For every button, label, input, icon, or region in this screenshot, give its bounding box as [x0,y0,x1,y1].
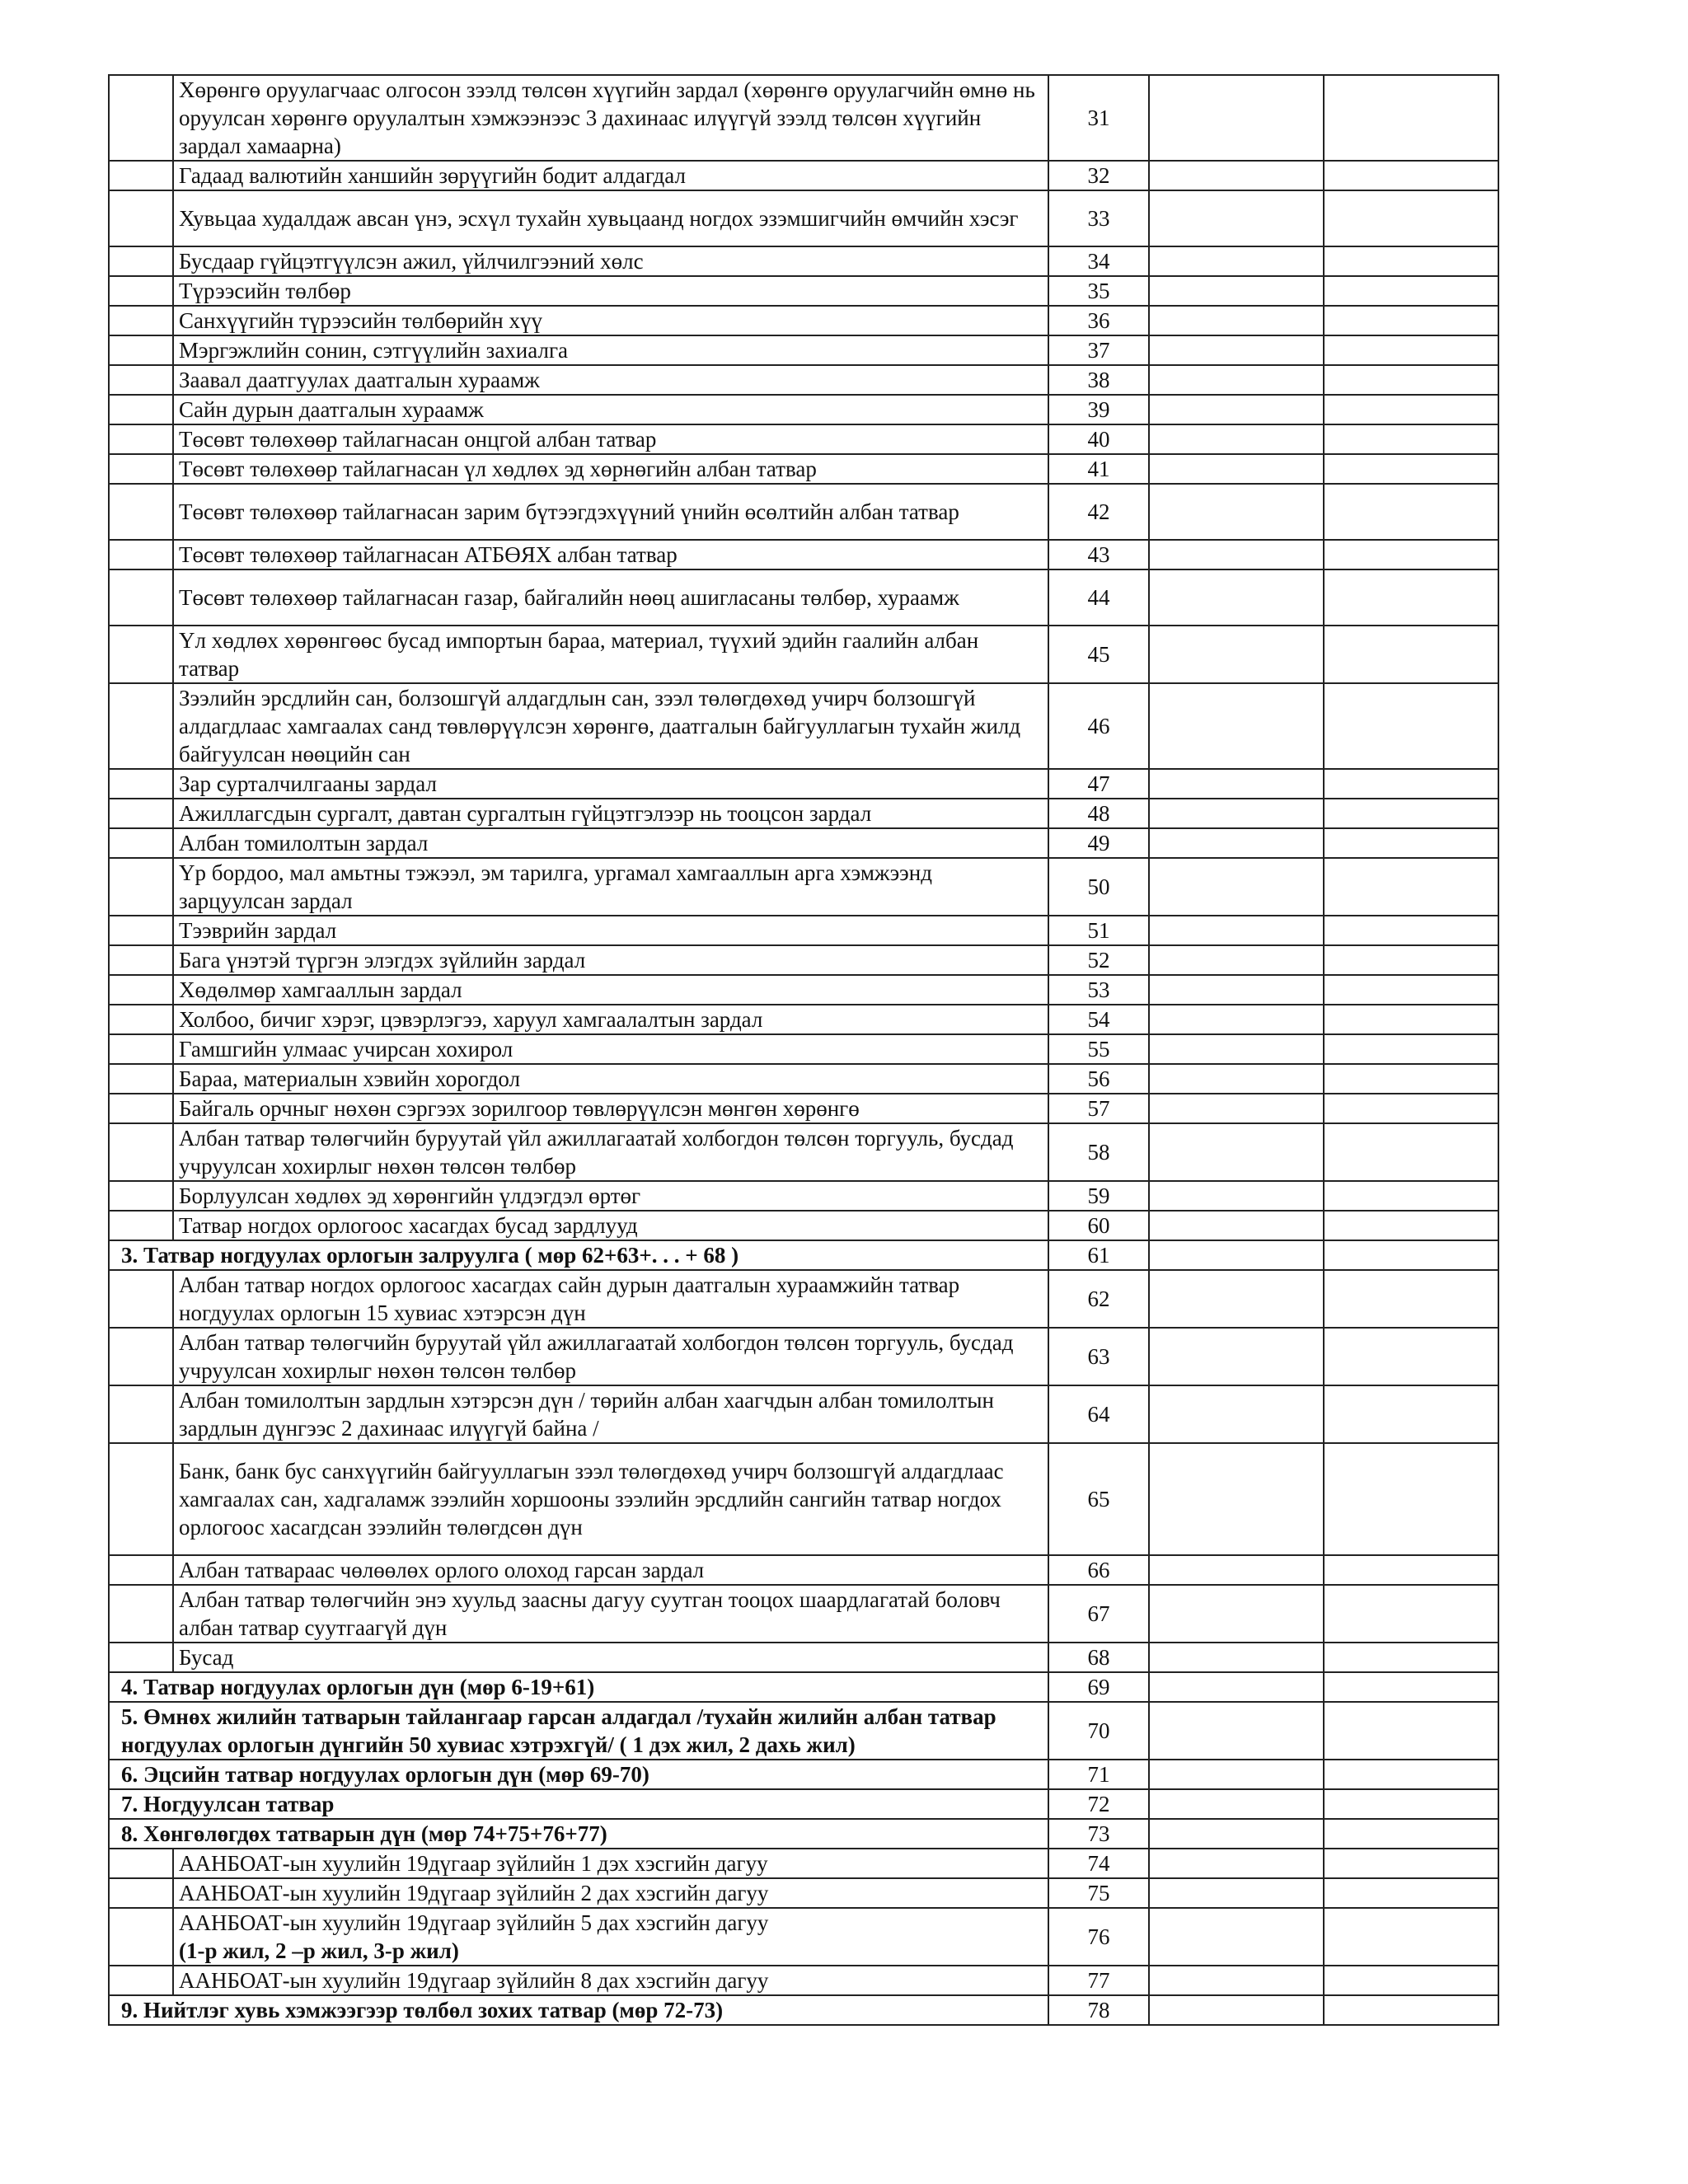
row-label-cell: Төсөвт төлөхөөр тайлагнасан үл хөдлөх эд хөрнөгийн албан татвар [173,454,1048,484]
value-cell [1149,945,1324,975]
value-cell [1324,945,1498,975]
value-cell [1149,1672,1324,1702]
value-cell [1149,1181,1324,1211]
value-cell [1149,1034,1324,1064]
value-cell [1149,276,1324,306]
row-number-cell: 68 [1048,1643,1149,1672]
table-row [109,1908,1498,1966]
row-label-cell: Заавал даатгуулах даатгалын хураамж [173,365,1048,395]
indent-cell [109,858,173,916]
indent-cell [109,365,173,395]
value-cell [1324,1385,1498,1443]
value-cell [1149,484,1324,540]
row-label-cell: Бага үнэтэй түргэн элэгдэх зүйлийн зардал [173,945,1048,975]
indent-cell [109,799,173,828]
indent-cell [109,1034,173,1064]
row-number-cell: 41 [1048,454,1149,484]
indent-cell [109,569,173,626]
indent-cell [109,75,173,161]
table-row [109,828,1498,858]
row-label-cell: Түрээсийн төлбөр [173,276,1048,306]
row-number-cell: 44 [1048,569,1149,626]
value-cell [1324,1328,1498,1385]
indent-cell [109,1849,173,1878]
row-number-cell: 42 [1048,484,1149,540]
row-label-cell: Ажиллагсдын сургалт, давтан сургалтын гүйцэтгэлээр нь тооцсон зардал [173,799,1048,828]
row-number-cell: 47 [1048,769,1149,799]
section-label-cell: 9. Нийтлэг хувь хэмжээгээр төлбөл зохих татвар (мөр 72-73) [109,1995,1048,2025]
value-cell [1149,424,1324,454]
row-number-cell: 56 [1048,1064,1149,1094]
value-cell [1149,1585,1324,1643]
row-number-cell: 32 [1048,161,1149,190]
value-cell [1324,569,1498,626]
row-label-cell: Бусдаар гүйцэтгүүлсэн ажил, үйлчилгээний хөлс [173,246,1048,276]
indent-cell [109,1878,173,1908]
value-cell [1149,799,1324,828]
row-label-cell: Холбоо, бичиг хэрэг, цэвэрлэгээ, харуул хамгаалалтын зардал [173,1005,1048,1034]
indent-cell [109,1005,173,1034]
row-number-cell: 34 [1048,246,1149,276]
value-cell [1149,540,1324,569]
table-row [109,1181,1498,1211]
value-cell [1149,161,1324,190]
indent-cell [109,626,173,683]
value-cell [1149,1878,1324,1908]
section-label-cell: 8. Хөнгөлөгдөх татварын дүн (мөр 74+75+76+77) [109,1819,1048,1849]
value-cell [1324,1270,1498,1328]
indent-cell [109,1385,173,1443]
value-cell [1324,276,1498,306]
table-row [109,484,1498,540]
row-label-cell: Албан татвар төлөгчийн буруутай үйл ажиллагаатай холбогдон төлсөн торгууль, бусдад учруулсан хохирлыг нөхөн төлсөн төлбөр [173,1328,1048,1385]
row-label-cell: Албан татвар төлөгчийн энэ хуульд заасны дагуу суутган тооцох шаардлагатай боловч албан татвар суутгаагүй дүн [173,1585,1048,1643]
row-number-cell: 52 [1048,945,1149,975]
row-number-cell: 45 [1048,626,1149,683]
row-label-cell: Үр бордоо, мал амьтны тэжээл, эм тарилга, ургамал хамгааллын арга хэмжээнд зарцуулсан зардал [173,858,1048,916]
row-number-cell: 65 [1048,1443,1149,1555]
table-row [109,975,1498,1005]
row-number-cell: 76 [1048,1908,1149,1966]
row-number-cell: 72 [1048,1789,1149,1819]
table-row [109,945,1498,975]
row-label-cell: Тээврийн зардал [173,916,1048,945]
value-cell [1149,569,1324,626]
indent-cell [109,945,173,975]
value-cell [1324,1819,1498,1849]
tax-report-table [108,74,1499,2026]
value-cell [1324,246,1498,276]
row-number-cell: 57 [1048,1094,1149,1123]
value-cell [1324,1585,1498,1643]
section-label-cell: 4. Татвар ногдуулах орлогын дүн (мөр 6-19+61) [109,1672,1048,1702]
row-label-cell: Хөрөнгө оруулагчаас олгосон зээлд төлсөн хүүгийн зардал (хөрөнгө оруулагчийн өмнө нь оруулсан хөрөнгө оруулалтын хэмжээнээс 3 дахинаас илүүгүй зээлд төлсөн хүүгийн зардал хамаарна) [173,75,1048,161]
value-cell [1149,1760,1324,1789]
row-number-cell: 64 [1048,1385,1149,1443]
row-label-text: ААНБОАТ-ын хуулийн 19дүгаар зүйлийн 5 дах хэсгийн дагуу [179,1910,769,1935]
row-label-cell: Төсөвт төлөхөөр тайлагнасан зарим бүтээгдэхүүний үнийн өсөлтийн албан татвар [173,484,1048,540]
value-cell [1324,1760,1498,1789]
row-label-cell: Санхүүгийн түрээсийн төлбөрийн хүү [173,306,1048,335]
value-cell [1149,306,1324,335]
value-cell [1324,540,1498,569]
value-cell [1149,1443,1324,1555]
value-cell [1324,1094,1498,1123]
table-row [109,190,1498,246]
table-row [109,540,1498,569]
indent-cell [109,916,173,945]
row-number-cell: 74 [1048,1849,1149,1878]
table-row [109,1443,1498,1555]
indent-cell [109,769,173,799]
table-row [109,246,1498,276]
row-number-cell: 48 [1048,799,1149,828]
row-number-cell: 39 [1048,395,1149,424]
value-cell [1324,190,1498,246]
table-row [109,1385,1498,1443]
row-number-cell: 40 [1048,424,1149,454]
value-cell [1324,1672,1498,1702]
value-cell [1149,365,1324,395]
row-number-cell: 49 [1048,828,1149,858]
value-cell [1324,1064,1498,1094]
value-cell [1149,975,1324,1005]
table-row [109,1878,1498,1908]
table-row [109,1995,1498,2025]
indent-cell [109,1064,173,1094]
row-number-cell: 66 [1048,1555,1149,1585]
row-number-cell: 58 [1048,1123,1149,1181]
row-label-cell: Сайн дурын даатгалын хураамж [173,395,1048,424]
value-cell [1324,1995,1498,2025]
row-number-cell: 60 [1048,1211,1149,1240]
row-number-cell: 33 [1048,190,1149,246]
table-row [109,276,1498,306]
section-label-cell: 5. Өмнөх жилийн татварын тайлангаар гарсан алдагдал /тухайн жилийн албан татвар ногдуулах орлогын дүнгийн 50 хувиас хэтрэхгүй/ ( 1 дэх жил, 2 дахь жил) [109,1702,1048,1760]
value-cell [1324,1034,1498,1064]
row-number-cell: 51 [1048,916,1149,945]
row-label-cell: Албан татвараас чөлөөлөх орлого олоход гарсан зардал [173,1555,1048,1585]
value-cell [1324,683,1498,769]
indent-cell [109,1966,173,1995]
value-cell [1149,75,1324,161]
value-cell [1324,799,1498,828]
row-label-cell: Байгаль орчныг нөхөн сэргээх зорилгоор төвлөрүүлсэн мөнгөн хөрөнгө [173,1094,1048,1123]
row-number-cell: 71 [1048,1760,1149,1789]
table-row [109,306,1498,335]
indent-cell [109,1181,173,1211]
value-cell [1149,1211,1324,1240]
row-number-cell: 69 [1048,1672,1149,1702]
value-cell [1149,828,1324,858]
table-row [109,1643,1498,1672]
value-cell [1324,1123,1498,1181]
row-number-cell: 59 [1048,1181,1149,1211]
indent-cell [109,1585,173,1643]
value-cell [1149,1908,1324,1966]
table-row [109,569,1498,626]
indent-cell [109,454,173,484]
row-label-cell: Мэргэжлийн сонин, сэтгүүлийн захиалга [173,335,1048,365]
row-label-cell: Төсөвт төлөхөөр тайлагнасан онцгой албан татвар [173,424,1048,454]
value-cell [1149,626,1324,683]
value-cell [1324,828,1498,858]
value-cell [1149,1064,1324,1094]
value-cell [1149,395,1324,424]
table-row [109,75,1498,161]
value-cell [1149,1005,1324,1034]
row-label-cell: Борлуулсан хөдлөх эд хөрөнгийн үлдэгдэл өртөг [173,1181,1048,1211]
row-number-cell: 43 [1048,540,1149,569]
row-number-cell: 67 [1048,1585,1149,1643]
table-row [109,424,1498,454]
row-number-cell: 50 [1048,858,1149,916]
indent-cell [109,395,173,424]
table-row [109,1789,1498,1819]
value-cell [1149,1270,1324,1328]
indent-cell [109,1555,173,1585]
value-cell [1324,1908,1498,1966]
section-label-cell: 7. Ногдуулсан татвар [109,1789,1048,1819]
table-row [109,1966,1498,1995]
section-label-cell: 6. Эцсийн татвар ногдуулах орлогын дүн (мөр 69-70) [109,1760,1048,1789]
indent-cell [109,306,173,335]
value-cell [1149,1819,1324,1849]
row-number-cell: 35 [1048,276,1149,306]
value-cell [1149,246,1324,276]
row-label-cell: Төсөвт төлөхөөр тайлагнасан газар, байгалийн нөөц ашигласаны төлбөр, хураамж [173,569,1048,626]
table-row [109,1555,1498,1585]
row-number-cell: 75 [1048,1878,1149,1908]
value-cell [1324,335,1498,365]
value-cell [1149,1328,1324,1385]
row-number-cell: 73 [1048,1819,1149,1849]
section-label-cell: 3. Татвар ногдуулах орлогын залруулга ( мөр 62+63+. . . + 68 ) [109,1240,1048,1270]
indent-cell [109,1123,173,1181]
indent-cell [109,1270,173,1328]
row-number-cell: 77 [1048,1966,1149,1995]
indent-cell [109,540,173,569]
value-cell [1324,365,1498,395]
value-cell [1149,1643,1324,1672]
table-row [109,683,1498,769]
row-label-cell: Хөдөлмөр хамгааллын зардал [173,975,1048,1005]
row-label-cell: Үл хөдлөх хөрөнгөөс бусад импортын бараа, материал, түүхий эдийн гаалийн албан татвар [173,626,1048,683]
value-cell [1324,1643,1498,1672]
table-body [109,75,1498,2025]
indent-cell [109,161,173,190]
value-cell [1324,1443,1498,1555]
table-row [109,1034,1498,1064]
value-cell [1324,1849,1498,1878]
table-row [109,1702,1498,1760]
table-row [109,1585,1498,1643]
indent-cell [109,1094,173,1123]
value-cell [1324,395,1498,424]
row-label-cell: Албан томилолтын зардал [173,828,1048,858]
value-cell [1149,1555,1324,1585]
row-label-cell: Албан татвар төлөгчийн буруутай үйл ажиллагаатай холбогдон төлсөн торгууль, бусдад учруулсан хохирлыг нөхөн төлсөн төлбөр [173,1123,1048,1181]
row-number-cell: 53 [1048,975,1149,1005]
value-cell [1324,1181,1498,1211]
table-row [109,858,1498,916]
value-cell [1149,1995,1324,2025]
indent-cell [109,975,173,1005]
indent-cell [109,190,173,246]
value-cell [1149,1385,1324,1443]
row-label-cell: Бусад [173,1643,1048,1672]
indent-cell [109,1211,173,1240]
value-cell [1149,858,1324,916]
value-cell [1324,1555,1498,1585]
tax-report-page [108,74,1498,2026]
table-row [109,1760,1498,1789]
value-cell [1149,454,1324,484]
table-row [109,1240,1498,1270]
row-number-cell: 63 [1048,1328,1149,1385]
value-cell [1324,484,1498,540]
row-label-cell: Зар сурталчилгааны зардал [173,769,1048,799]
value-cell [1324,306,1498,335]
row-label-cell: Хувьцаа худалдаж авсан үнэ, эсхүл тухайн хувьцаанд ногдох эзэмшигчийн өмчийн хэсэг [173,190,1048,246]
row-number-cell: 46 [1048,683,1149,769]
row-label-cell: ААНБОАТ-ын хуулийн 19дүгаар зүйлийн 8 дах хэсгийн дагуу [173,1966,1048,1995]
row-label-cell: Албан татвар ногдох орлогоос хасагдах сайн дурын даатгалын хураамжийн татвар ногдуулах орлогын 15 хувиас хэтэрсэн дүн [173,1270,1048,1328]
row-label-cell: Төсөвт төлөхөөр тайлагнасан АТБӨЯХ албан татвар [173,540,1048,569]
value-cell [1324,1878,1498,1908]
table-row [109,1849,1498,1878]
table-row [109,335,1498,365]
row-number-cell: 37 [1048,335,1149,365]
row-label-cell: Банк, банк бус санхүүгийн байгууллагын зээл төлөгдөхөд учирч болзошгүй алдагдлаас хамгаалах сан, хадгаламж зээлийн хоршооны зээлийн эрсдлийн сангийн татвар ногдох орлогоос хасагдсан зээлийн төлөгдсөн дүн [173,1443,1048,1555]
value-cell [1324,454,1498,484]
indent-cell [109,828,173,858]
row-number-cell: 62 [1048,1270,1149,1328]
row-number-cell: 61 [1048,1240,1149,1270]
indent-cell [109,1328,173,1385]
row-label-cell [173,1908,1048,1966]
indent-cell [109,276,173,306]
row-label-cell: Зээлийн эрсдлийн сан, болзошгүй алдагдлын сан, зээл төлөгдөхөд учирч болзошгүй алдагдлаас хамгаалах санд төвлөрүүлсэн хөрөнгө, даатгалын байгууллагын тухайн жилд байгуулсан нөөцийн сан [173,683,1048,769]
value-cell [1324,1240,1498,1270]
table-row [109,916,1498,945]
value-cell [1149,916,1324,945]
table-row [109,1064,1498,1094]
indent-cell [109,335,173,365]
table-row [109,1328,1498,1385]
value-cell [1324,858,1498,916]
value-cell [1149,1849,1324,1878]
value-cell [1324,769,1498,799]
row-label-cell: ААНБОАТ-ын хуулийн 19дүгаар зүйлийн 2 дах хэсгийн дагуу [173,1878,1048,1908]
row-label-years: (1-р жил, 2 –р жил, 3-р жил) [179,1938,459,1963]
row-label-cell: Гадаад валютийн ханшийн зөрүүгийн бодит алдагдал [173,161,1048,190]
value-cell [1324,1789,1498,1819]
indent-cell [109,424,173,454]
row-label-cell: Бараа, материалын хэвийн хорогдол [173,1064,1048,1094]
table-row [109,161,1498,190]
value-cell [1149,1702,1324,1760]
value-cell [1149,335,1324,365]
value-cell [1324,161,1498,190]
value-cell [1324,1702,1498,1760]
row-label-cell: Албан томилолтын зардлын хэтэрсэн дүн / төрийн албан хаагчдын албан томилолтын зардлын дүнгээс 2 дахинаас илүүгүй байна / [173,1385,1048,1443]
indent-cell [109,1643,173,1672]
table-row [109,395,1498,424]
table-row [109,1123,1498,1181]
value-cell [1324,626,1498,683]
value-cell [1149,1240,1324,1270]
indent-cell [109,1908,173,1966]
table-row [109,1005,1498,1034]
row-number-cell: 36 [1048,306,1149,335]
value-cell [1149,1123,1324,1181]
row-label-cell: Гамшгийн улмаас учирсан хохирол [173,1034,1048,1064]
value-cell [1324,1005,1498,1034]
value-cell [1324,75,1498,161]
table-row [109,1672,1498,1702]
row-number-cell: 70 [1048,1702,1149,1760]
value-cell [1324,975,1498,1005]
row-number-cell: 31 [1048,75,1149,161]
table-row [109,365,1498,395]
value-cell [1149,190,1324,246]
row-number-cell: 55 [1048,1034,1149,1064]
value-cell [1324,1966,1498,1995]
indent-cell [109,246,173,276]
row-label-cell: Татвар ногдох орлогоос хасагдах бусад зардлууд [173,1211,1048,1240]
table-row [109,769,1498,799]
indent-cell [109,484,173,540]
table-row [109,799,1498,828]
row-number-cell: 38 [1048,365,1149,395]
table-row [109,1094,1498,1123]
value-cell [1149,769,1324,799]
row-label-cell: ААНБОАТ-ын хуулийн 19дүгаар зүйлийн 1 дэх хэсгийн дагуу [173,1849,1048,1878]
value-cell [1324,1211,1498,1240]
table-row [109,1270,1498,1328]
row-number-cell: 78 [1048,1995,1149,2025]
value-cell [1324,916,1498,945]
indent-cell [109,1443,173,1555]
value-cell [1149,1094,1324,1123]
value-cell [1324,424,1498,454]
table-row [109,454,1498,484]
table-row [109,626,1498,683]
value-cell [1149,683,1324,769]
value-cell [1149,1789,1324,1819]
value-cell [1149,1966,1324,1995]
indent-cell [109,683,173,769]
row-number-cell: 54 [1048,1005,1149,1034]
table-row [109,1819,1498,1849]
table-row [109,1211,1498,1240]
